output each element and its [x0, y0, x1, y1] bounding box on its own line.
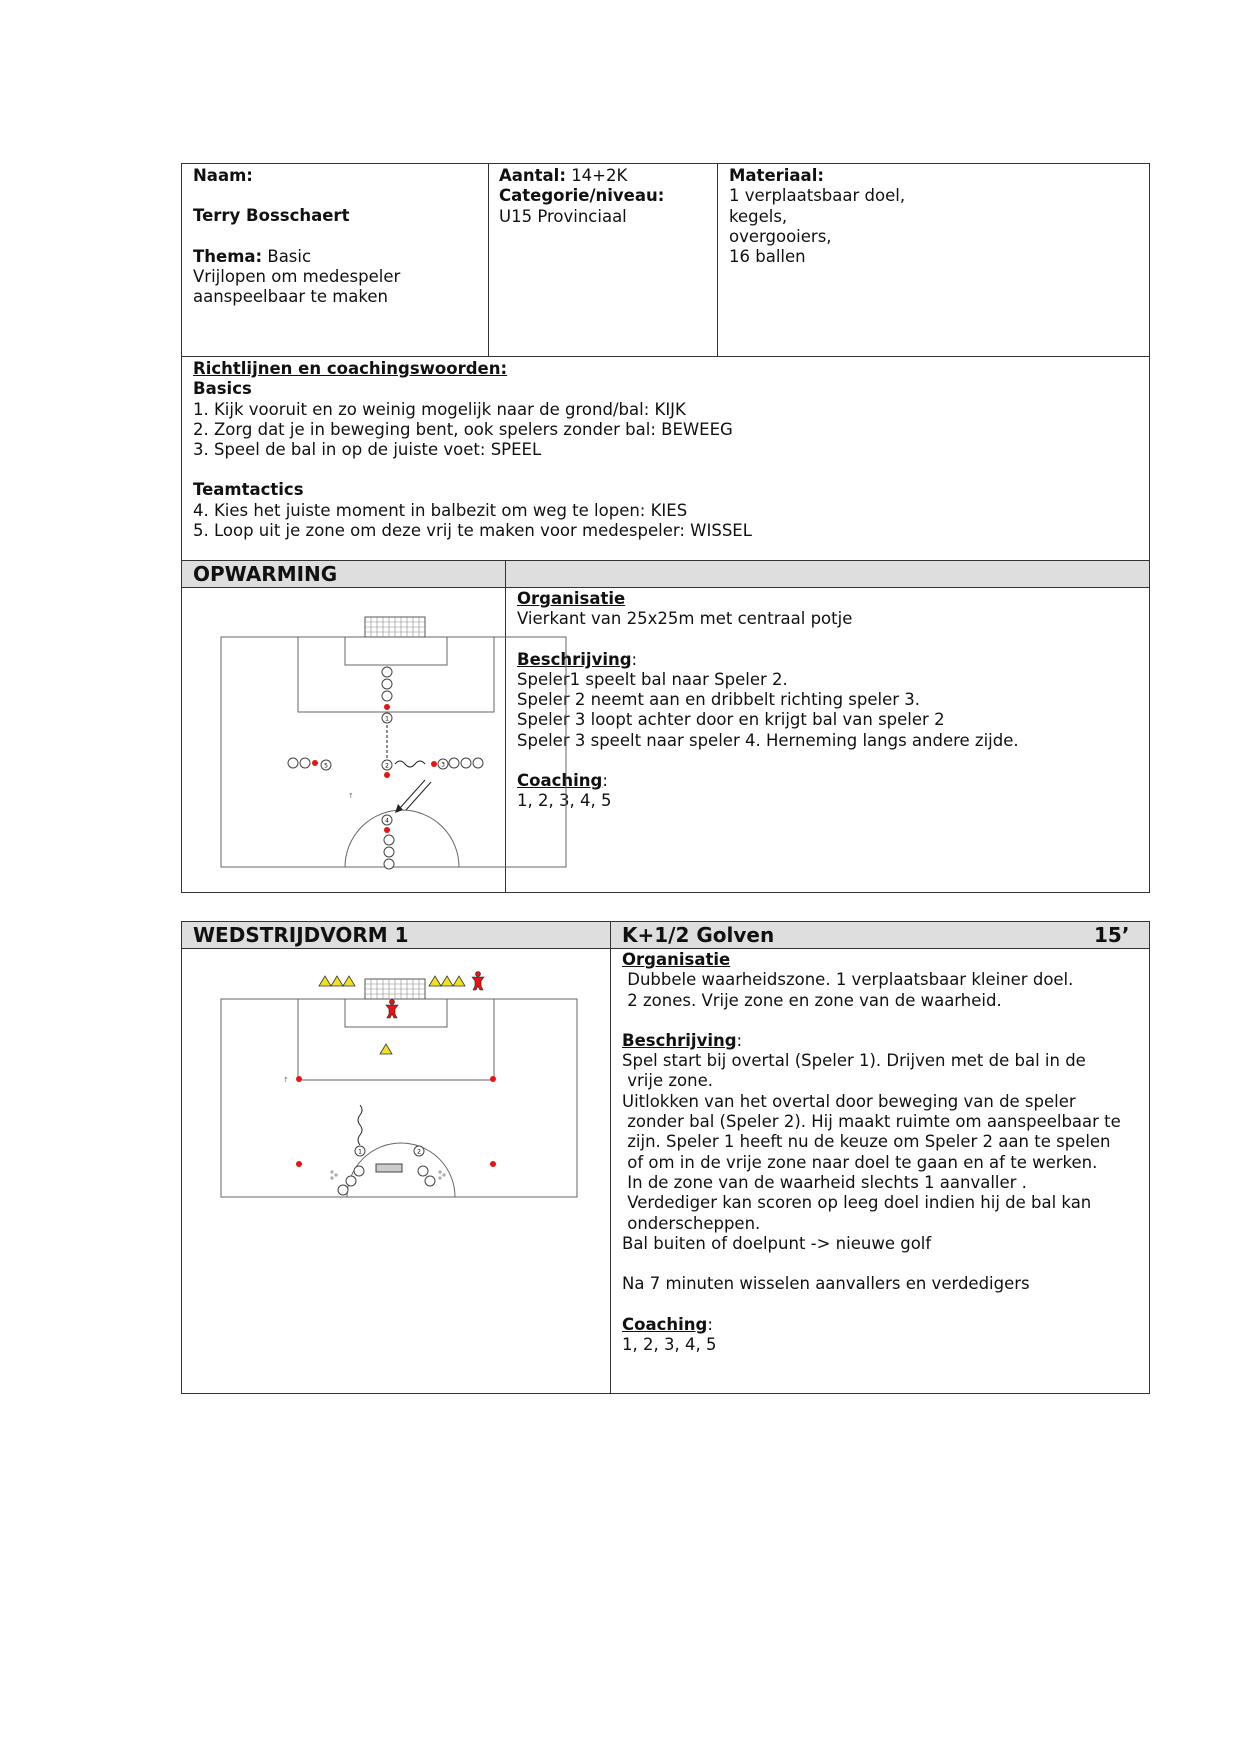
beschrijving-line: Spel start bij overtal (Speler 1). Drijven met de bal in de [622, 1051, 1086, 1071]
materiaal-label: Materiaal: [729, 166, 824, 185]
thema-value: Basic [267, 246, 312, 266]
aantal-row [499, 166, 711, 186]
basics-title: Basics [193, 379, 252, 399]
thema-label: Thema: [193, 246, 263, 266]
cone-marker [490, 1076, 496, 1082]
ball-marker [330, 1176, 333, 1179]
waiting-player [449, 758, 459, 768]
coaching-label: Coaching [622, 1314, 708, 1334]
beschrijving-line: In de zone van de waarheid slechts 1 aanvaller . [622, 1172, 1027, 1192]
waiting-player [384, 847, 394, 857]
goal-net [365, 617, 425, 637]
thema-row [193, 247, 483, 267]
waiting-player [425, 1176, 435, 1186]
count-cell [499, 166, 711, 227]
guidelines-title: Richtlijnen en coachingswoorden: [193, 359, 508, 378]
beschrijving-line: zijn. Speler 1 heeft nu de keuze om Speler 2 aan te spelen [622, 1132, 1111, 1152]
cone-marker [384, 704, 390, 710]
beschrijving-label: Beschrijving [622, 1030, 737, 1050]
beschrijving-line: zonder bal (Speler 2). Hij maakt ruimte om aanspeelbaar te [622, 1112, 1121, 1132]
warmup-text [517, 589, 1137, 812]
materiaal-line: overgooiers, [729, 226, 832, 246]
waiting-player [473, 758, 483, 768]
run-line [406, 782, 431, 810]
warmup-diagram [215, 610, 570, 872]
materiaal-line: kegels, [729, 206, 788, 226]
cone-marker [296, 1161, 302, 1167]
col-divider [717, 163, 718, 356]
cone-marker [384, 772, 390, 778]
beschrijving-line: Speler 3 loopt achter door en krijgt bal van speler 2 [517, 710, 945, 730]
teamtactics-title: Teamtactics [193, 480, 304, 500]
coaching-label: Coaching [517, 771, 603, 791]
guideline-item: 4. Kies het juiste moment in balbezit om weg te lopen: KIES [193, 500, 688, 520]
beschrijving-line: Speler1 speelt bal naar Speler 2. [517, 669, 788, 689]
center-arc [345, 810, 459, 867]
beschrijving-line [622, 1254, 1142, 1274]
ball-marker [438, 1170, 441, 1173]
organisatie-line: 2 zones. Vrije zone en zone van de waarheid. [622, 990, 1002, 1010]
match-duration: 15’ [1094, 923, 1130, 947]
col-divider [488, 163, 489, 356]
player-3-number: 3 [441, 761, 445, 769]
organisatie-label: Organisatie [517, 589, 626, 608]
player-4-number: 4 [385, 817, 389, 825]
goal-area [345, 999, 447, 1027]
beschrijving-line: Uitlokken van het overtal door beweging van de speler [622, 1091, 1076, 1111]
row-divider [181, 356, 1150, 357]
dribble-line [395, 761, 425, 767]
match-subtitle: K+1/2 Golven [622, 923, 775, 947]
yellow-cone [441, 976, 453, 986]
cone-marker [431, 761, 437, 767]
goalkeeper-figure [386, 1000, 398, 1019]
run-line [400, 780, 425, 808]
organisatie-text: Vierkant van 25x25m met centraal potje [517, 609, 853, 629]
ball-marker [438, 1176, 441, 1179]
col-divider [610, 921, 611, 1394]
goalkeeper-figure [472, 972, 484, 991]
player-5-number: 5 [324, 762, 328, 770]
materiaal-line: 1 verplaatsbaar doel, [729, 186, 906, 206]
coaching-heading: Coaching: [517, 771, 608, 791]
thema-line: Vrijlopen om medespeler [193, 266, 401, 286]
waiting-player [288, 758, 298, 768]
beschrijving-line: of om in de vrije zone naar doel te gaan en af te werken. [622, 1152, 1098, 1172]
penalty-area [298, 637, 494, 712]
goal-net [365, 979, 425, 999]
cone-marker [490, 1161, 496, 1167]
match-diagram [215, 968, 585, 1236]
player-1-number: 1 [385, 715, 389, 723]
waiting-player [382, 667, 392, 677]
guideline-item: 5. Loop uit je zone om deze vrij te maken voor medespeler: WISSEL [193, 521, 752, 541]
player-2-number: 2 [385, 762, 389, 770]
player-1-number: 1 [358, 1148, 362, 1156]
waiting-player [384, 835, 394, 845]
beschrijving-line: Na 7 minuten wisselen aanvallers en verdedigers [622, 1274, 1030, 1294]
dribble-line [358, 1105, 362, 1145]
organisatie-line: Dubbele waarheidszone. 1 verplaatsbaar kleiner doel. [622, 970, 1074, 990]
warmup-title: OPWARMING [193, 562, 338, 586]
coaching-text: 1, 2, 3, 4, 5 [517, 791, 612, 811]
coaching-text: 1, 2, 3, 4, 5 [622, 1335, 717, 1355]
aantal-value: 14+2K [571, 166, 628, 185]
guidelines-cell [193, 359, 1133, 541]
ball-marker [442, 1173, 445, 1176]
beschrijving-line: Bal buiten of doelpunt -> nieuwe golf [622, 1233, 932, 1253]
categorie-value: U15 Provinciaal [499, 206, 627, 226]
guideline-item: 1. Kijk vooruit en zo weinig mogelijk naar de grond/bal: KIJK [193, 399, 686, 419]
penalty-area [298, 999, 494, 1080]
naam-value: Terry Bosschaert [193, 206, 350, 226]
yellow-cone [429, 976, 441, 986]
categorie-label: Categorie/niveau: [499, 186, 665, 206]
coaching-heading: Coaching: [622, 1314, 713, 1334]
waiting-player [382, 679, 392, 689]
waiting-player [384, 859, 394, 869]
materiaal-line: 16 ballen [729, 247, 806, 267]
thema-line: aanspeelbaar te maken [193, 287, 388, 307]
name-cell [193, 166, 483, 307]
beschrijving-line: onderscheppen. [622, 1213, 761, 1233]
yellow-cone [380, 1044, 392, 1054]
cone-marker [312, 760, 318, 766]
aantal-label: Aantal: [499, 166, 566, 185]
beschrijving-line: Speler 3 speelt naar speler 4. Herneming langs andere zijde. [517, 730, 1019, 750]
small-goal [376, 1164, 402, 1172]
ball-marker [330, 1170, 333, 1173]
pitch-outline [221, 637, 566, 867]
cone-marker [384, 827, 390, 833]
goal-area [345, 637, 447, 665]
material-cell [729, 166, 1139, 267]
beschrijving-heading: Beschrijving: [517, 649, 638, 669]
beschrijving-line: vrije zone. [622, 1071, 713, 1091]
cone-marker [296, 1076, 302, 1082]
beschrijving-line: Verdediger kan scoren op leeg doel indien hij de bal kan [622, 1193, 1092, 1213]
yellow-cone [453, 976, 465, 986]
waiting-player [300, 758, 310, 768]
player-2-number: 2 [417, 1148, 421, 1156]
naam-label: Naam: [193, 166, 253, 185]
yellow-cone [343, 976, 355, 986]
flag-marker: ↑ [283, 1076, 289, 1084]
organisatie-label: Organisatie [622, 950, 731, 969]
flag-marker: ↑ [348, 792, 354, 800]
beschrijving-label: Beschrijving [517, 649, 632, 669]
yellow-cone [319, 976, 331, 986]
match-text [622, 950, 1142, 1355]
beschrijving-heading: Beschrijving: [622, 1030, 743, 1050]
waiting-player [346, 1176, 356, 1186]
waiting-player [418, 1166, 428, 1176]
waiting-player [354, 1166, 364, 1176]
waiting-player [461, 758, 471, 768]
waiting-player [338, 1185, 348, 1195]
guideline-item: 3. Speel de bal in op de juiste voet: SPEEL [193, 440, 542, 460]
guideline-item: 2. Zorg dat je in beweging bent, ook spelers zonder bal: BEWEEG [193, 419, 733, 439]
match-title: WEDSTRIJDVORM 1 [193, 923, 409, 947]
ball-marker [334, 1173, 337, 1176]
yellow-cone [331, 976, 343, 986]
waiting-player [382, 691, 392, 701]
beschrijving-line: Speler 2 neemt aan en dribbelt richting speler 3. [517, 690, 921, 710]
